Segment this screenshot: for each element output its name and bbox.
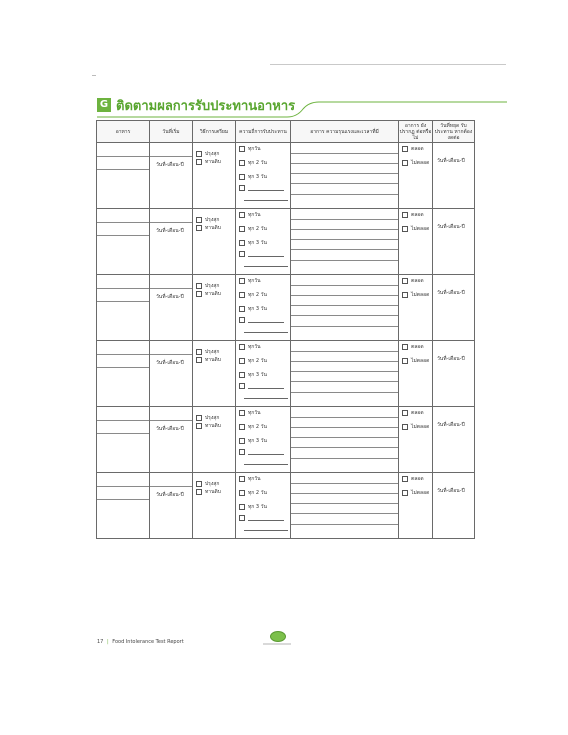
- write-line: [291, 493, 398, 494]
- write-line: [150, 156, 192, 157]
- cell-start-date[interactable]: [150, 407, 193, 473]
- checkbox[interactable]: [196, 159, 202, 165]
- cell-food[interactable]: [97, 209, 150, 275]
- checkbox[interactable]: [239, 174, 245, 180]
- table-row: [97, 209, 475, 275]
- write-line: [150, 288, 192, 289]
- persist-option-yes[interactable]: [402, 409, 424, 417]
- freq-option-daily[interactable]: [239, 343, 261, 351]
- cell-stop-date[interactable]: [433, 209, 475, 275]
- write-line: [97, 433, 149, 434]
- checkbox[interactable]: [239, 383, 245, 389]
- freq-option-label: ทุก 2 วัน: [248, 226, 267, 232]
- cell-stop-date[interactable]: [433, 407, 475, 473]
- freq-option-3-days[interactable]: [239, 503, 267, 511]
- freq-option-daily[interactable]: [239, 409, 261, 417]
- freq-option-label: ทุก 3 วัน: [248, 504, 267, 510]
- prep-option-raw[interactable]: [196, 158, 221, 166]
- write-line: [291, 285, 398, 286]
- top-rule: [270, 64, 506, 65]
- cell-stop-date[interactable]: [433, 275, 475, 341]
- start-date-placeholder: วันที่-เดือน-ปี: [156, 492, 184, 498]
- freq-option-label: ทุก 3 วัน: [248, 306, 267, 312]
- write-line: [97, 420, 149, 421]
- scan-mark: [92, 75, 96, 76]
- checkbox[interactable]: [402, 212, 408, 218]
- cell-frequency: [236, 143, 291, 209]
- col-header-stop-date: วันที่หยุด รับประทาน หากต้องงดต่อ: [433, 121, 475, 143]
- write-line: [291, 194, 398, 195]
- prep-option-label: ทานดิบ: [205, 423, 221, 429]
- checkbox[interactable]: [239, 292, 245, 298]
- freq-option-label: ทุก 3 วัน: [248, 174, 267, 180]
- stop-date-placeholder: วันที่-เดือน-ปี: [437, 158, 465, 164]
- prep-option-cooked[interactable]: [196, 480, 219, 488]
- prep-option-raw[interactable]: [196, 356, 221, 364]
- freq-option-daily[interactable]: [239, 211, 261, 219]
- checkbox[interactable]: [239, 146, 245, 152]
- freq-option-other[interactable]: [239, 383, 284, 389]
- start-date-placeholder: วันที่-เดือน-ปี: [156, 162, 184, 168]
- write-line: [97, 235, 149, 236]
- checkbox[interactable]: [196, 283, 202, 289]
- freq-other-blank[interactable]: [248, 449, 284, 455]
- cell-start-date[interactable]: [150, 209, 193, 275]
- persist-option-label: ไม่ตลอด: [411, 424, 430, 430]
- write-line: [150, 486, 192, 487]
- freq-option-label: ทุกวัน: [248, 146, 261, 152]
- table-row: [97, 473, 475, 539]
- write-line: [291, 427, 398, 428]
- checkbox[interactable]: [239, 438, 245, 444]
- write-line: [291, 295, 398, 296]
- prep-option-label: ปรุงสุก: [205, 283, 220, 289]
- checkbox[interactable]: [239, 306, 245, 312]
- prep-option-label: ทานดิบ: [205, 291, 221, 297]
- persist-option-no[interactable]: [402, 357, 429, 365]
- freq-option-label: ทุก 2 วัน: [248, 160, 267, 166]
- freq-option-label: ทุกวัน: [248, 476, 261, 482]
- table-row: [97, 143, 475, 209]
- freq-option-label: ทุก 3 วัน: [248, 240, 267, 246]
- write-line: [244, 332, 288, 333]
- write-line: [291, 163, 398, 164]
- write-line: [291, 249, 398, 250]
- write-line: [97, 169, 149, 170]
- cell-food[interactable]: [97, 275, 150, 341]
- cell-preparation: [193, 143, 236, 209]
- write-line: [291, 326, 398, 327]
- cell-food[interactable]: [97, 407, 150, 473]
- checkbox[interactable]: [196, 423, 202, 429]
- cell-symptom-persist: [399, 143, 433, 209]
- cell-frequency: [236, 473, 291, 539]
- checkbox[interactable]: [239, 449, 245, 455]
- persist-option-label: ตลอด: [411, 410, 424, 416]
- start-date-placeholder: วันที่-เดือน-ปี: [156, 360, 184, 366]
- freq-option-2-days[interactable]: [239, 423, 267, 431]
- checkbox[interactable]: [402, 358, 408, 364]
- persist-option-label: ไม่ตลอด: [411, 490, 430, 496]
- write-line: [291, 447, 398, 448]
- freq-option-other[interactable]: [239, 515, 284, 521]
- checkbox[interactable]: [239, 278, 245, 284]
- write-line: [291, 417, 398, 418]
- cell-symptoms[interactable]: [291, 209, 399, 275]
- page-footer: [97, 639, 184, 645]
- prep-option-label: ปรุงสุก: [205, 481, 220, 487]
- write-line: [97, 499, 149, 500]
- prep-option-raw[interactable]: [196, 290, 221, 298]
- write-line: [291, 503, 398, 504]
- cell-stop-date[interactable]: [433, 341, 475, 407]
- prep-option-label: ทานดิบ: [205, 159, 221, 165]
- section-header: [97, 94, 507, 122]
- checkbox[interactable]: [196, 225, 202, 231]
- checkbox[interactable]: [402, 424, 408, 430]
- cell-preparation: [193, 209, 236, 275]
- cell-symptom-persist: [399, 341, 433, 407]
- col-header-frequency: ความถี่การรับประทาน: [236, 121, 291, 143]
- write-line: [244, 464, 288, 465]
- persist-option-label: ไม่ตลอด: [411, 160, 430, 166]
- write-line: [244, 266, 288, 267]
- checkbox[interactable]: [239, 317, 245, 323]
- cell-frequency: [236, 341, 291, 407]
- write-line: [291, 361, 398, 362]
- checkbox[interactable]: [196, 415, 202, 421]
- freq-option-label: ทุก 3 วัน: [248, 372, 267, 378]
- prep-option-label: ทานดิบ: [205, 489, 221, 495]
- prep-option-cooked[interactable]: [196, 414, 219, 422]
- checkbox[interactable]: [239, 185, 245, 191]
- prep-option-label: ทานดิบ: [205, 357, 221, 363]
- cell-start-date[interactable]: [150, 473, 193, 539]
- cell-symptom-persist: [399, 209, 433, 275]
- write-line: [291, 351, 398, 352]
- checkbox[interactable]: [196, 291, 202, 297]
- write-line: [291, 381, 398, 382]
- table-row: [97, 275, 475, 341]
- freq-option-other[interactable]: [239, 317, 284, 323]
- prep-option-raw[interactable]: [196, 488, 221, 496]
- write-line: [150, 420, 192, 421]
- cell-frequency: [236, 407, 291, 473]
- write-line: [291, 219, 398, 220]
- write-line: [291, 239, 398, 240]
- freq-option-daily[interactable]: [239, 145, 261, 153]
- checkbox[interactable]: [196, 217, 202, 223]
- checkbox[interactable]: [196, 489, 202, 495]
- checkbox[interactable]: [196, 357, 202, 363]
- freq-option-label: ทุก 2 วัน: [248, 424, 267, 430]
- persist-option-yes[interactable]: [402, 211, 424, 219]
- persist-option-label: ตลอด: [411, 278, 424, 284]
- freq-option-2-days[interactable]: [239, 291, 267, 299]
- prep-option-label: ปรุงสุก: [205, 217, 220, 223]
- checkbox[interactable]: [196, 349, 202, 355]
- cell-preparation: [193, 407, 236, 473]
- cell-symptom-persist: [399, 473, 433, 539]
- cell-symptom-persist: [399, 407, 433, 473]
- freq-option-3-days[interactable]: [239, 239, 267, 247]
- write-line: [97, 288, 149, 289]
- write-line: [291, 315, 398, 316]
- write-line: [97, 156, 149, 157]
- persist-option-no[interactable]: [402, 489, 429, 497]
- freq-option-label: ทุก 2 วัน: [248, 292, 267, 298]
- cell-symptoms[interactable]: [291, 341, 399, 407]
- freq-option-3-days[interactable]: [239, 371, 267, 379]
- checkbox[interactable]: [402, 292, 408, 298]
- write-line: [291, 229, 398, 230]
- persist-option-yes[interactable]: [402, 277, 424, 285]
- write-line: [150, 222, 192, 223]
- checkbox[interactable]: [239, 358, 245, 364]
- footer-doc-title: Food Intolerance Test Report: [112, 639, 184, 645]
- freq-option-other[interactable]: [239, 251, 284, 257]
- freq-option-3-days[interactable]: [239, 173, 267, 181]
- table-row: [97, 341, 475, 407]
- write-line: [97, 367, 149, 368]
- freq-option-label: ทุก 2 วัน: [248, 358, 267, 364]
- checkbox[interactable]: [402, 490, 408, 496]
- freq-option-2-days[interactable]: [239, 159, 267, 167]
- checkbox[interactable]: [402, 476, 408, 482]
- prep-option-raw[interactable]: [196, 224, 221, 232]
- cell-food[interactable]: [97, 143, 150, 209]
- prep-option-label: ปรุงสุก: [205, 415, 220, 421]
- write-line: [291, 483, 398, 484]
- cell-symptoms[interactable]: [291, 143, 399, 209]
- persist-option-label: ตลอด: [411, 344, 424, 350]
- prep-option-cooked[interactable]: [196, 150, 219, 158]
- prep-option-label: ปรุงสุก: [205, 349, 220, 355]
- freq-option-label: ทุก 2 วัน: [248, 490, 267, 496]
- col-header-preparation: วิธีการเตรียม: [193, 121, 236, 143]
- write-line: [244, 200, 288, 201]
- cell-start-date[interactable]: [150, 341, 193, 407]
- persist-option-label: ตลอด: [411, 212, 424, 218]
- footer-separator: |: [106, 639, 109, 645]
- persist-option-no[interactable]: [402, 423, 429, 431]
- persist-option-yes[interactable]: [402, 475, 424, 483]
- cell-start-date[interactable]: [150, 143, 193, 209]
- persist-option-label: ตลอด: [411, 476, 424, 482]
- freq-option-other[interactable]: [239, 185, 284, 191]
- write-line: [291, 305, 398, 306]
- freq-option-2-days[interactable]: [239, 225, 267, 233]
- stop-date-placeholder: วันที่-เดือน-ปี: [437, 356, 465, 362]
- cell-food[interactable]: [97, 473, 150, 539]
- freq-other-blank[interactable]: [248, 185, 284, 191]
- prep-option-label: ปรุงสุก: [205, 151, 220, 157]
- checkbox[interactable]: [239, 490, 245, 496]
- stop-date-placeholder: วันที่-เดือน-ปี: [437, 290, 465, 296]
- freq-other-blank[interactable]: [248, 317, 284, 323]
- freq-other-blank[interactable]: [248, 515, 284, 521]
- write-line: [291, 513, 398, 514]
- cell-start-date[interactable]: [150, 275, 193, 341]
- stop-date-placeholder: วันที่-เดือน-ปี: [437, 488, 465, 494]
- checkbox[interactable]: [239, 344, 245, 350]
- persist-option-yes[interactable]: [402, 343, 424, 351]
- prep-option-cooked[interactable]: [196, 216, 219, 224]
- cell-symptom-persist: [399, 275, 433, 341]
- freq-option-daily[interactable]: [239, 475, 261, 483]
- freq-option-label: ทุกวัน: [248, 410, 261, 416]
- write-line: [244, 398, 288, 399]
- persist-option-label: ไม่ตลอด: [411, 358, 430, 364]
- write-line: [97, 486, 149, 487]
- col-header-food: อาหาร: [97, 121, 150, 143]
- stop-date-placeholder: วันที่-เดือน-ปี: [437, 422, 465, 428]
- col-header-start-date: วันที่เริ่ม: [150, 121, 193, 143]
- checkbox[interactable]: [402, 160, 408, 166]
- start-date-placeholder: วันที่-เดือน-ปี: [156, 426, 184, 432]
- section-badge: G: [97, 98, 111, 112]
- persist-option-yes[interactable]: [402, 145, 424, 153]
- checkbox[interactable]: [239, 372, 245, 378]
- prep-option-raw[interactable]: [196, 422, 221, 430]
- cell-frequency: [236, 275, 291, 341]
- freq-option-2-days[interactable]: [239, 357, 267, 365]
- cell-frequency: [236, 209, 291, 275]
- page-number: 17: [97, 639, 104, 645]
- write-line: [291, 153, 398, 154]
- persist-option-no[interactable]: [402, 159, 429, 167]
- write-line: [291, 437, 398, 438]
- checkbox[interactable]: [239, 515, 245, 521]
- cell-stop-date[interactable]: [433, 473, 475, 539]
- persist-option-label: ไม่ตลอด: [411, 292, 430, 298]
- checkbox[interactable]: [239, 251, 245, 257]
- checkbox[interactable]: [239, 160, 245, 166]
- prep-option-cooked[interactable]: [196, 282, 219, 290]
- checkbox[interactable]: [196, 481, 202, 487]
- freq-other-blank[interactable]: [248, 383, 284, 389]
- food-tracking-table: [96, 120, 475, 539]
- checkbox[interactable]: [239, 410, 245, 416]
- freq-option-2-days[interactable]: [239, 489, 267, 497]
- freq-option-label: ทุก 3 วัน: [248, 438, 267, 444]
- freq-option-3-days[interactable]: [239, 437, 267, 445]
- section-title: ติดตามผลการรับประทานอาหาร: [116, 99, 296, 114]
- write-line: [244, 530, 288, 531]
- cell-stop-date[interactable]: [433, 143, 475, 209]
- cell-preparation: [193, 473, 236, 539]
- checkbox[interactable]: [402, 278, 408, 284]
- write-line: [291, 458, 398, 459]
- checkbox[interactable]: [239, 424, 245, 430]
- write-line: [97, 354, 149, 355]
- table-header-row: [97, 121, 475, 143]
- freq-option-3-days[interactable]: [239, 305, 267, 313]
- prep-option-label: ทานดิบ: [205, 225, 221, 231]
- cell-symptoms[interactable]: [291, 275, 399, 341]
- persist-option-label: ตลอด: [411, 146, 424, 152]
- checkbox[interactable]: [239, 212, 245, 218]
- persist-option-no[interactable]: [402, 225, 429, 233]
- prep-option-cooked[interactable]: [196, 348, 219, 356]
- write-line: [291, 173, 398, 174]
- write-line: [291, 524, 398, 525]
- freq-option-label: ทุกวัน: [248, 278, 261, 284]
- col-header-symptom-persist: อาการ ยังปรากฏ ต่อหรือไม่: [399, 122, 432, 141]
- stop-date-placeholder: วันที่-เดือน-ปี: [437, 224, 465, 230]
- checkbox[interactable]: [402, 410, 408, 416]
- checkbox[interactable]: [402, 226, 408, 232]
- cell-food[interactable]: [97, 341, 150, 407]
- start-date-placeholder: วันที่-เดือน-ปี: [156, 294, 184, 300]
- write-line: [291, 392, 398, 393]
- brand-logo: [270, 631, 286, 642]
- write-line: [291, 183, 398, 184]
- freq-option-daily[interactable]: [239, 277, 261, 285]
- freq-option-label: ทุกวัน: [248, 344, 261, 350]
- freq-option-label: ทุกวัน: [248, 212, 261, 218]
- table-row: [97, 407, 475, 473]
- cell-preparation: [193, 341, 236, 407]
- freq-option-other[interactable]: [239, 449, 284, 455]
- cell-symptoms[interactable]: [291, 407, 399, 473]
- start-date-placeholder: วันที่-เดือน-ปี: [156, 228, 184, 234]
- checkbox[interactable]: [402, 344, 408, 350]
- checkbox[interactable]: [239, 476, 245, 482]
- cell-preparation: [193, 275, 236, 341]
- write-line: [97, 301, 149, 302]
- persist-option-label: ไม่ตลอด: [411, 226, 430, 232]
- freq-other-blank[interactable]: [248, 251, 284, 257]
- write-line: [291, 260, 398, 261]
- checkbox[interactable]: [239, 240, 245, 246]
- persist-option-no[interactable]: [402, 291, 429, 299]
- write-line: [97, 222, 149, 223]
- checkbox[interactable]: [402, 146, 408, 152]
- brand-logo-caption: [263, 643, 291, 645]
- cell-symptoms[interactable]: [291, 473, 399, 539]
- checkbox[interactable]: [196, 151, 202, 157]
- col-header-symptoms: อาการ ความรุนแรงและเวลาที่มี: [291, 121, 399, 143]
- checkbox[interactable]: [239, 504, 245, 510]
- write-line: [150, 354, 192, 355]
- checkbox[interactable]: [239, 226, 245, 232]
- write-line: [291, 371, 398, 372]
